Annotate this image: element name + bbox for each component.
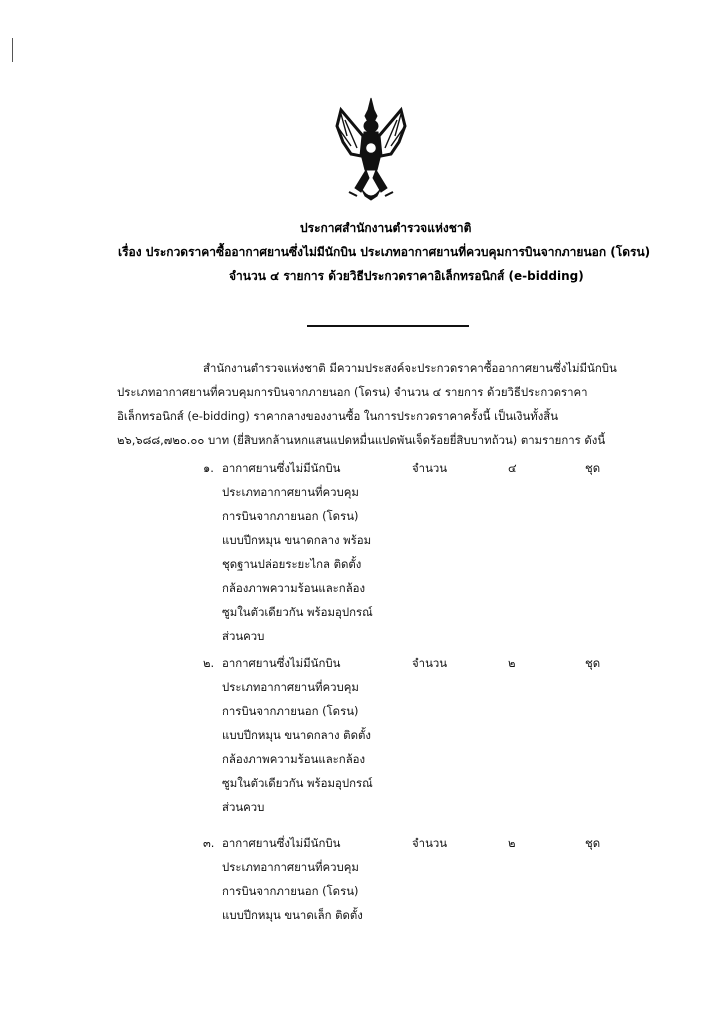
item-description-line: แบบปีกหมุน ขนาดกลาง ติดตั้ง <box>222 728 371 742</box>
garuda-emblem <box>331 96 411 206</box>
item-description-line: ส่วนควบ <box>222 629 265 643</box>
item-description-line: กล้องภาพความร้อนและกล้อง <box>222 581 366 595</box>
item-unit: ชุด <box>585 656 601 670</box>
item-description-line: อากาศยานซึ่งไม่มีนักบิน <box>222 836 341 850</box>
item-description-line: ซูมในตัวเดียวกัน พร้อมอุปกรณ์ <box>222 776 373 790</box>
margin-mark <box>12 38 13 62</box>
item-description-line: ประเภทอากาศยานที่ควบคุม <box>222 485 359 499</box>
item-number: ๒. <box>203 656 215 670</box>
item-unit: ชุด <box>585 461 601 475</box>
item-description-line: ชุดฐานปล่อยระยะไกล ติดตั้ง <box>222 557 362 571</box>
announcement-subject: เรื่อง ประกวดราคาซื้ออากาศยานซึ่งไม่มีนักบิน ประเภทอากาศยานที่ควบคุมการบินจากภายนอก (โดรน) <box>118 245 651 259</box>
item-quantity-label: จำนวน <box>412 461 448 475</box>
item-quantity-label: จำนวน <box>412 656 448 670</box>
item-description-line: ประเภทอากาศยานที่ควบคุม <box>222 860 359 874</box>
item-quantity-label: จำนวน <box>412 836 448 850</box>
item-description-line: กล้องภาพความร้อนและกล้อง <box>222 752 366 766</box>
item-unit: ชุด <box>585 836 601 850</box>
item-quantity: ๔ <box>508 461 517 475</box>
item-description-line: แบบปีกหมุน ขนาดกลาง พร้อม <box>222 533 372 547</box>
heading-divider <box>307 325 469 327</box>
item-description-line: อากาศยานซึ่งไม่มีนักบิน <box>222 656 341 670</box>
body-line: สำนักงานตำรวจแห่งชาติ มีความประสงค์จะประกวดราคาซื้ออากาศยานซึ่งไม่มีนักบิน <box>203 361 617 375</box>
item-number: ๑. <box>203 461 214 475</box>
item-description-line: ซูมในตัวเดียวกัน พร้อมอุปกรณ์ <box>222 605 373 619</box>
item-description-line: ส่วนควบ <box>222 800 265 814</box>
item-description-line: อากาศยานซึ่งไม่มีนักบิน <box>222 461 341 475</box>
item-description-line: การบินจากภายนอก (โดรน) <box>222 704 359 718</box>
item-number: ๓. <box>203 836 215 850</box>
announcement-subtitle: จำนวน ๔ รายการ ด้วยวิธีประกวดราคาอิเล็กทรอนิกส์ (e-bidding) <box>229 269 584 283</box>
item-description-line: การบินจากภายนอก (โดรน) <box>222 884 359 898</box>
item-description-line: แบบปีกหมุน ขนาดเล็ก ติดตั้ง <box>222 908 363 922</box>
item-description-line: ประเภทอากาศยานที่ควบคุม <box>222 680 359 694</box>
item-quantity: ๒ <box>508 836 516 850</box>
announcement-title: ประกาศสำนักงานตำรวจแห่งชาติ <box>300 221 472 235</box>
body-line: ๒๖,๖๘๘,๗๒๐.๐๐ บาท (ยี่สิบหกล้านหกแสนแปดหมื่นแปดพันเจ็ดร้อยยี่สิบบาทถ้วน) ตามรายการ ดังนี้ <box>117 433 606 447</box>
body-line: ประเภทอากาศยานที่ควบคุมการบินจากภายนอก (โดรน) จำนวน ๔ รายการ ด้วยวิธีประกวดราคา <box>117 385 588 399</box>
body-line: อิเล็กทรอนิกส์ (e-bidding) ราคากลางของงานซื้อ ในการประกวดราคาครั้งนี้ เป็นเงินทั้งสิ้น <box>117 409 559 423</box>
item-description-line: การบินจากภายนอก (โดรน) <box>222 509 359 523</box>
item-quantity: ๒ <box>508 656 516 670</box>
